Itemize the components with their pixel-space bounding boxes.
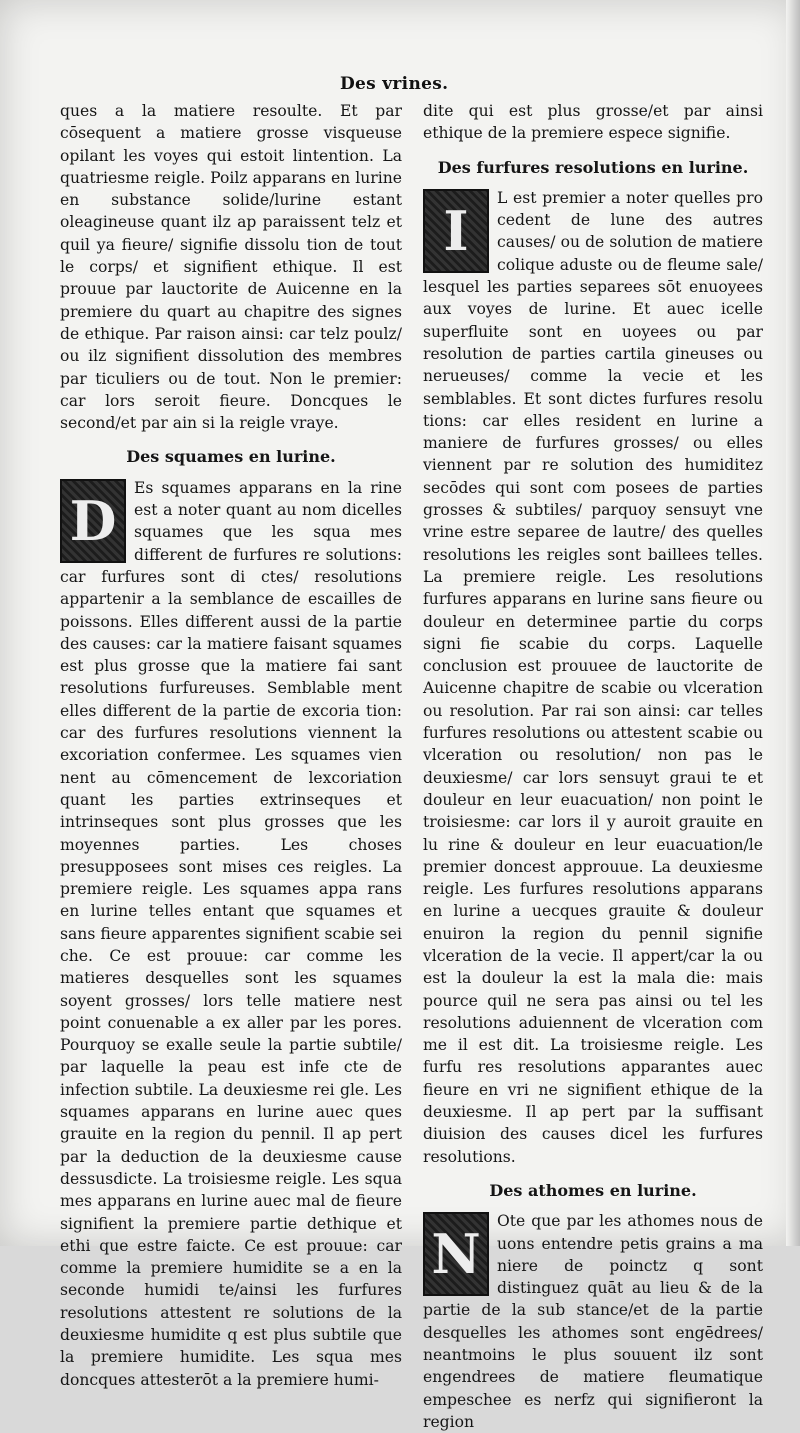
section-heading-squames: Des squames en lurine. (126, 447, 336, 467)
page-edge-shadow (786, 0, 800, 1246)
running-header: Des vrines. (340, 74, 449, 94)
dropcap-i-illuminated-initial: I (423, 189, 489, 273)
left-column (60, 100, 402, 1391)
furfures-paragraph (423, 187, 763, 1168)
right-opening-paragraph: dite qui est plus grosse/et par ainsi ethique de la premiere espece signifie. (423, 102, 763, 143)
squames-paragraph (60, 477, 402, 1391)
squames-text: Es squames apparans en la rine est a noter quant au nom dicelles squames que les squa mes different de furfures re solutions: car furfures sont di ctes/ resolutions appartenir a la semblance de escailles de poissons. Elles different aussi de la partie des causes: car la matiere faisant squames est plus grosse que la matiere fai sant resolutions furfureuses. Semblable ment elles different de la partie de excoria tion: car des furfures resolutions viennent la excoriation confermee. Les squames vien nent au cōmencement de lexcoriation quant les parties extrinseques et intrinseques sont plus grosses que les moyennes parties. Les choses presupposees sont mises ces reigles. La premiere reigle. Les squames appa rans en lurine telles entant que squames et sans fieure apparentes signifient scabie sei che. Ce est prouue: car comme les matieres desquelles sont les squames soyent grosses/ lors telle matiere nest point conuenable a ex aller par les pores. Pourquoy se exalle seule la partie subtile/ par laquelle la peau est infe cte de infection subtile. La deuxiesme rei gle. Les squames apparans en lurine auec ques grauite en la region du pennil. Il ap pert par la deduction de la deuxiesme cause dessusdicte. La troisiesme reigle. Les squa mes apparans en lurine auec mal de fieure signifient la premiere partie dethique et ethi que estre faicte. Ce est prouue: car comme la premiere humidite se a en la seconde humidi te/ainsi les furfures resolutions attestent re solutions de la deuxiesme humidite q est plus subtile que la premiere humidite. Les squa mes doncques attesterōt a la premiere humi- (60, 478, 402, 1389)
right-column (423, 100, 763, 1433)
dropcap-d-illuminated-initial: D (60, 479, 126, 563)
athomes-paragraph (423, 1210, 763, 1433)
section-heading-furfures: Des furfures resolutions en lurine. (437, 157, 749, 177)
section-heading-athomes: Des athomes en lurine. (489, 1180, 697, 1200)
athomes-text: Ote que par les athomes nous de uons entendre petis grains a ma niere de poinctz q sont distinguez quāt au lieu & de la partie de la sub stance/et de la partie desquelles les athomes sont engēdrees/ neantmoins le plus souuent ilz sont engendrees de matiere fleumatique empeschee es nerfz qui signifieront la region (423, 1212, 763, 1431)
dropcap-n-illuminated-initial: N (423, 1212, 489, 1296)
furfures-text: L est premier a noter quelles pro cedent de lune des autres causes/ ou de solution de matiere colique aduste ou de fleume sale/ lesquel les parties separees sōt enuoyees aux voyes de lurine. Et auec icelle superfluite sont en uoyees ou par resolution de parties cartila gineuses ou nerueuses/ comme la vecie et les semblables. Et sont dictes furfures resolu tions: car elles resident en lurine a maniere de furfures grosses/ ou elles viennent par re solution des humiditez secōdes qui sont com posees de parties grosses & subtiles/ parquoy sensuyt vne vrine estre separee de lautre/ des quelles resolutions les reigles sont baillees telles. La premiere reigle. Les resolutions furfures apparans en lurine sans fieure ou douleur en determinee partie du corps signi fie scabie du corps. Laquelle conclusion est prouuee de lauctorite de Auicenne chapitre de scabie ou vlceration ou resolution. Par rai son ainsi: car telles furfures resolutions ou attestent scabie ou vlceration ou resolution/ non pas le deuxiesme/ car lors sensuyt graui te et douleur en leur euacuation/ non point le troisiesme: car lors il y auroit grauite en lu rine & douleur en leur euacuation/le premier doncest approuue. La deuxiesme reigle. Les furfures resolutions apparans en lurine a uecques grauite & douleur enuiron la region du pennil signifie vlceration de la vecie. Il appert/car la ou est la douleur la est la mala die: mais pource quil ne sera pas ainsi ou tel les resolutions aduiennent de vlceration com me il est dit. La troisiesme reigle. Les furfu res resolutions apparantes auec fieure en vri ne signifient ethique de la deuxiesme. Il ap pert par la suffisant diuision des causes dicel les furfures resolutions. (423, 188, 763, 1166)
left-opening-paragraph: ques a la matiere resoulte. Et par cōsequent a matiere grosse visqueuse opilant les voyes qui estoit lintention. La quatriesme reigle. Poilz apparans en lurine en substance solide/lurine estant oleagineuse quant ilz ap paraissent telz et quil ya fieure/ signifie dissolu tion de tout le corps/ et signifient ethique. Il est prouue par lauctorite de Auicenne en la premiere du quart au chapitre des signes de ethique. Par raison ainsi: car telz poulz/ ou ilz signifient dissolution des membres par ticuliers ou de tout. Non le premier: car lors seroit fieure. Doncques le second/et par ain si la reigle vraye. (60, 102, 402, 433)
